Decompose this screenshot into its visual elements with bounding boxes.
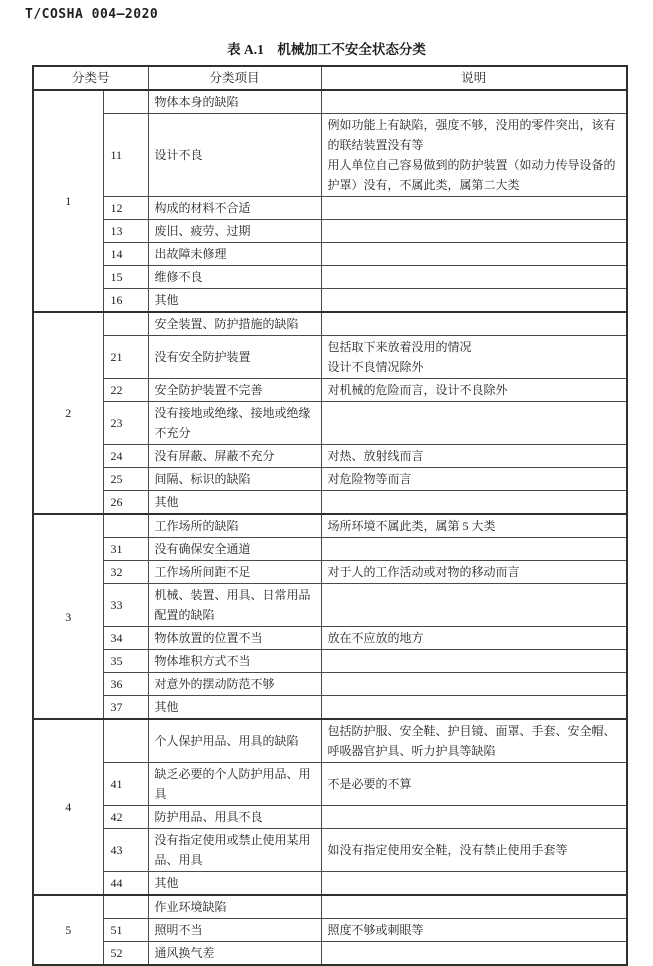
description-paragraph: 包括防护服、安全鞋、护目镜、面罩、手套、安全帽、呼吸器官护具、听力护具等缺陷 [327,724,616,758]
description-paragraph: 例如功能上有缺陷，强度不够，没用的零件突出，该有的联结装置没有等 [327,118,616,152]
description-paragraph: 对危险物等而言 [327,472,412,486]
category-code-cell: 12 [103,197,148,220]
category-item-cell: 安全防护装置不完善 [148,379,321,402]
category-code-cell: 21 [103,336,148,379]
description-cell [321,584,627,627]
table-row [33,919,627,942]
table-title: 表 A.1 机械加工不安全状态分类 [227,42,426,57]
category-code-cell [103,90,148,114]
category-item-cell: 物体本身的缺陷 [148,90,321,114]
description-cell [321,514,627,538]
category-code-cell: 25 [103,468,148,491]
table-row [33,650,627,673]
section-number-cell: 3 [33,514,103,719]
table-row [33,627,627,650]
table-row [33,289,627,313]
description-paragraph: 对机械的危险而言，设计不良除外 [327,383,508,397]
table-row [33,514,627,538]
description-cell [321,491,627,515]
category-code-cell: 15 [103,266,148,289]
table-header [33,66,627,90]
category-item-cell: 其他 [148,872,321,896]
category-item-cell: 出故障未修理 [148,243,321,266]
table-row [33,114,627,197]
table-row [33,266,627,289]
category-item-cell: 没有屏蔽、屏蔽不充分 [148,445,321,468]
category-code-cell: 52 [103,942,148,966]
category-item-cell: 工作场所间距不足 [148,561,321,584]
category-item-cell: 物体放置的位置不当 [148,627,321,650]
description-paragraph: 设计不良情况除外 [327,360,424,374]
category-item-cell: 物体堆积方式不当 [148,650,321,673]
category-item-cell: 照明不当 [148,919,321,942]
category-code-cell: 14 [103,243,148,266]
description-cell [321,895,627,919]
category-item-cell: 防护用品、用具不良 [148,806,321,829]
header-row [33,66,627,90]
description-cell [321,538,627,561]
description-cell [321,379,627,402]
description-cell [321,829,627,872]
standard-number: T/COSHA 004—2020 [25,7,159,22]
header-category-number: 分类号 [33,66,148,90]
description-paragraph: 用人单位自己容易做到的防护装置（如动力传导设备的护罩）没有，不属此类，属第二大类 [327,158,616,192]
category-code-cell: 37 [103,696,148,720]
table-row [33,696,627,720]
table-row [33,895,627,919]
description-cell [321,763,627,806]
description-cell [321,696,627,720]
category-item-cell: 设计不良 [148,114,321,197]
description-paragraph: 不是必要的不算 [327,777,412,791]
description-cell [321,445,627,468]
category-item-cell: 个人保护用品、用具的缺陷 [148,719,321,763]
category-code-cell: 35 [103,650,148,673]
description-cell [321,468,627,491]
category-code-cell [103,719,148,763]
description-cell [321,673,627,696]
header-description: 说明 [321,66,627,90]
category-item-cell: 没有确保安全通道 [148,538,321,561]
category-code-cell: 34 [103,627,148,650]
category-code-cell: 11 [103,114,148,197]
table-row [33,445,627,468]
table-row [33,402,627,445]
table-row [33,829,627,872]
category-code-cell: 22 [103,379,148,402]
description-cell [321,312,627,336]
table-row [33,538,627,561]
category-code-cell: 31 [103,538,148,561]
category-item-cell: 工作场所的缺陷 [148,514,321,538]
description-paragraph: 对热、放射线而言 [327,449,424,463]
description-cell [321,220,627,243]
classification-table [32,65,628,966]
category-item-cell: 机械、装置、用具、日常用品配置的缺陷 [148,584,321,627]
table-row [33,719,627,763]
category-item-cell: 其他 [148,491,321,515]
category-code-cell: 44 [103,872,148,896]
header-category-item: 分类项目 [148,66,321,90]
category-item-cell: 对意外的摆动防范不够 [148,673,321,696]
table-row [33,243,627,266]
category-item-cell: 缺乏必要的个人防护用品、用具 [148,763,321,806]
category-item-cell: 没有安全防护装置 [148,336,321,379]
table-row [33,491,627,515]
category-code-cell: 16 [103,289,148,313]
table-row [33,673,627,696]
category-code-cell: 23 [103,402,148,445]
category-item-cell: 作业环境缺陷 [148,895,321,919]
description-paragraph: 如没有指定使用安全鞋，没有禁止使用手套等 [327,843,568,857]
category-item-cell: 通风换气差 [148,942,321,966]
table-row [33,763,627,806]
description-cell [321,336,627,379]
table-row [33,584,627,627]
table-body [33,90,627,965]
table-row [33,197,627,220]
category-code-cell: 13 [103,220,148,243]
table-row [33,379,627,402]
table-row [33,312,627,336]
category-code-cell: 51 [103,919,148,942]
category-code-cell: 33 [103,584,148,627]
category-code-cell [103,895,148,919]
category-code-cell: 24 [103,445,148,468]
description-cell [321,402,627,445]
description-paragraph: 场所环境不属此类，属第 5 大类 [327,519,496,533]
description-paragraph: 对于人的工作活动或对物的移动而言 [327,565,520,579]
table-row [33,468,627,491]
description-paragraph: 照度不够或刺眼等 [327,923,424,937]
section-number-cell: 4 [33,719,103,895]
category-code-cell [103,312,148,336]
category-item-cell: 安全装置、防护措施的缺陷 [148,312,321,336]
section-number-cell: 5 [33,895,103,965]
category-code-cell: 26 [103,491,148,515]
category-item-cell: 维修不良 [148,266,321,289]
category-item-cell: 废旧、疲劳、过期 [148,220,321,243]
section-number-cell: 1 [33,90,103,312]
table-row [33,90,627,114]
table-row [33,942,627,966]
description-cell [321,114,627,197]
description-cell [321,289,627,313]
description-cell [321,806,627,829]
section-number-cell: 2 [33,312,103,514]
description-cell [321,197,627,220]
description-cell [321,942,627,966]
table-row [33,806,627,829]
description-paragraph: 包括取下来放着没用的情况 [327,340,472,354]
category-code-cell: 41 [103,763,148,806]
category-code-cell: 43 [103,829,148,872]
category-item-cell: 其他 [148,289,321,313]
category-item-cell: 其他 [148,696,321,720]
category-code-cell: 36 [103,673,148,696]
description-cell [321,650,627,673]
description-cell [321,90,627,114]
category-item-cell: 间隔、标识的缺陷 [148,468,321,491]
table-row [33,220,627,243]
category-item-cell: 没有指定使用或禁止使用某用品、用具 [148,829,321,872]
category-item-cell: 构成的材料不合适 [148,197,321,220]
category-code-cell: 42 [103,806,148,829]
description-cell [321,266,627,289]
description-cell [321,919,627,942]
description-cell [321,719,627,763]
description-cell [321,561,627,584]
description-cell [321,872,627,896]
table-row [33,561,627,584]
category-item-cell: 没有接地或绝缘、接地或绝缘不充分 [148,402,321,445]
description-cell [321,627,627,650]
category-code-cell: 32 [103,561,148,584]
table-row [33,336,627,379]
category-code-cell [103,514,148,538]
table-row [33,872,627,896]
description-cell [321,243,627,266]
description-paragraph: 放在不应放的地方 [327,631,424,645]
